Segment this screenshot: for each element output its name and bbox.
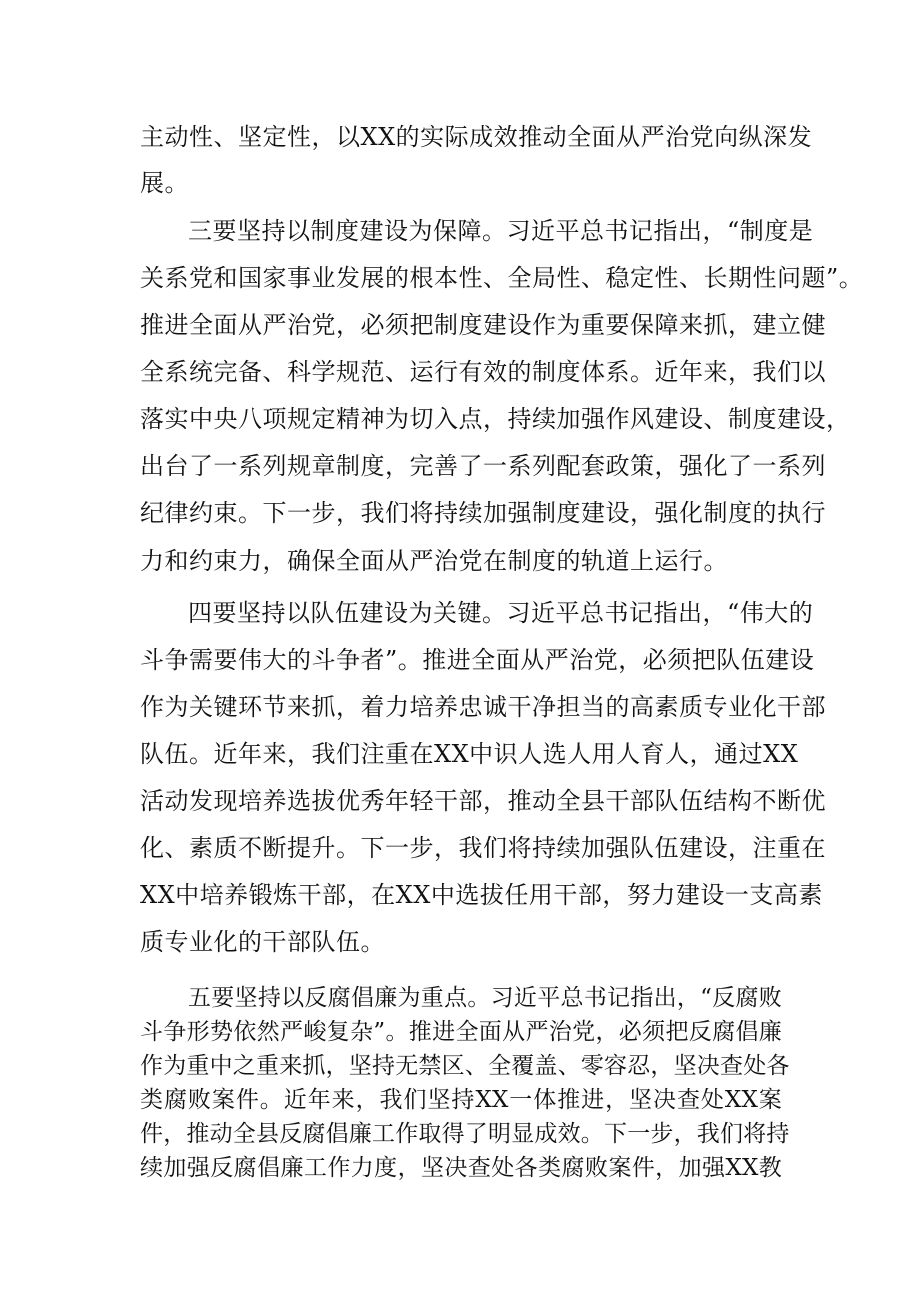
paragraph-line: 件，推动全县反腐倡廉工作取得了明显成效。下一步，我们将持 [140,1121,790,1147]
paragraph-line: 队伍。近年来，我们注重在XX中识人选人用人育人，通过XX [140,740,799,768]
paragraph-line: 类腐败案件。近年来，我们坚持XX一体推进，坚决查处XX案 [140,1087,782,1113]
paragraph-line: 出台了一系列规章制度，完善了一系列配套政策，强化了一系列 [140,452,826,480]
paragraph-line: 质专业化的干部队伍。 [140,928,385,956]
paragraph-line: 斗争需要伟大的斗争者”。推进全面从严治党，必须把队伍建设 [140,646,815,674]
paragraph-line: 五要坚持以反腐倡廉为重点。习近平总书记指出，“反腐败 [188,985,782,1011]
paragraph-line: 纪律约束。下一步，我们将持续加强制度建设，强化制度的执行 [140,499,826,527]
paragraph-line: 展。 [140,169,189,197]
paragraph-line: 作为重中之重来抓，坚持无禁区、全覆盖、零容忍，坚决查处各 [140,1053,790,1079]
paragraph-line: 全系统完备、科学规范、运行有效的制度体系。近年来，我们以 [140,358,826,386]
paragraph-line: 推进全面从严治党，必须把制度建设作为重要保障来抓，建立健 [140,311,826,339]
paragraph-line: 化、素质不断提升。下一步，我们将持续加强队伍建设，注重在 [140,834,826,862]
paragraph-line: 斗争形势依然严峻复杂”。推进全面从严治党，必须把反腐倡廉 [140,1019,782,1045]
paragraph-line: 三要坚持以制度建设为保障。习近平总书记指出，“制度是 [188,217,814,245]
paragraph-line: 活动发现培养选拔优秀年轻干部，推动全县干部队伍结构不断优 [140,787,826,815]
paragraph-line: XX中培养锻炼干部，在XX中选拔任用干部，努力建设一支高素 [140,881,823,909]
paragraph-line: 主动性、坚定性，以XX的实际成效推动全面从严治党向纵深发 [140,123,813,151]
paragraph-line: 关系党和国家事业发展的根本性、全局性、稳定性、长期性问题”。 [140,264,864,292]
paragraph-line: 续加强反腐倡廉工作力度，坚决查处各类腐败案件，加强XX教 [140,1155,782,1181]
paragraph-line: 作为关键环节来抓，着力培养忠诚干净担当的高素质专业化干部 [140,693,826,721]
paragraph-line: 力和约束力，确保全面从严治党在制度的轨道上运行。 [140,547,728,575]
paragraph-line: 四要坚持以队伍建设为关键。习近平总书记指出，“伟大的 [188,599,814,627]
paragraph-line: 落实中央八项规定精神为切入点，持续加强作风建设、制度建设， [140,405,851,433]
